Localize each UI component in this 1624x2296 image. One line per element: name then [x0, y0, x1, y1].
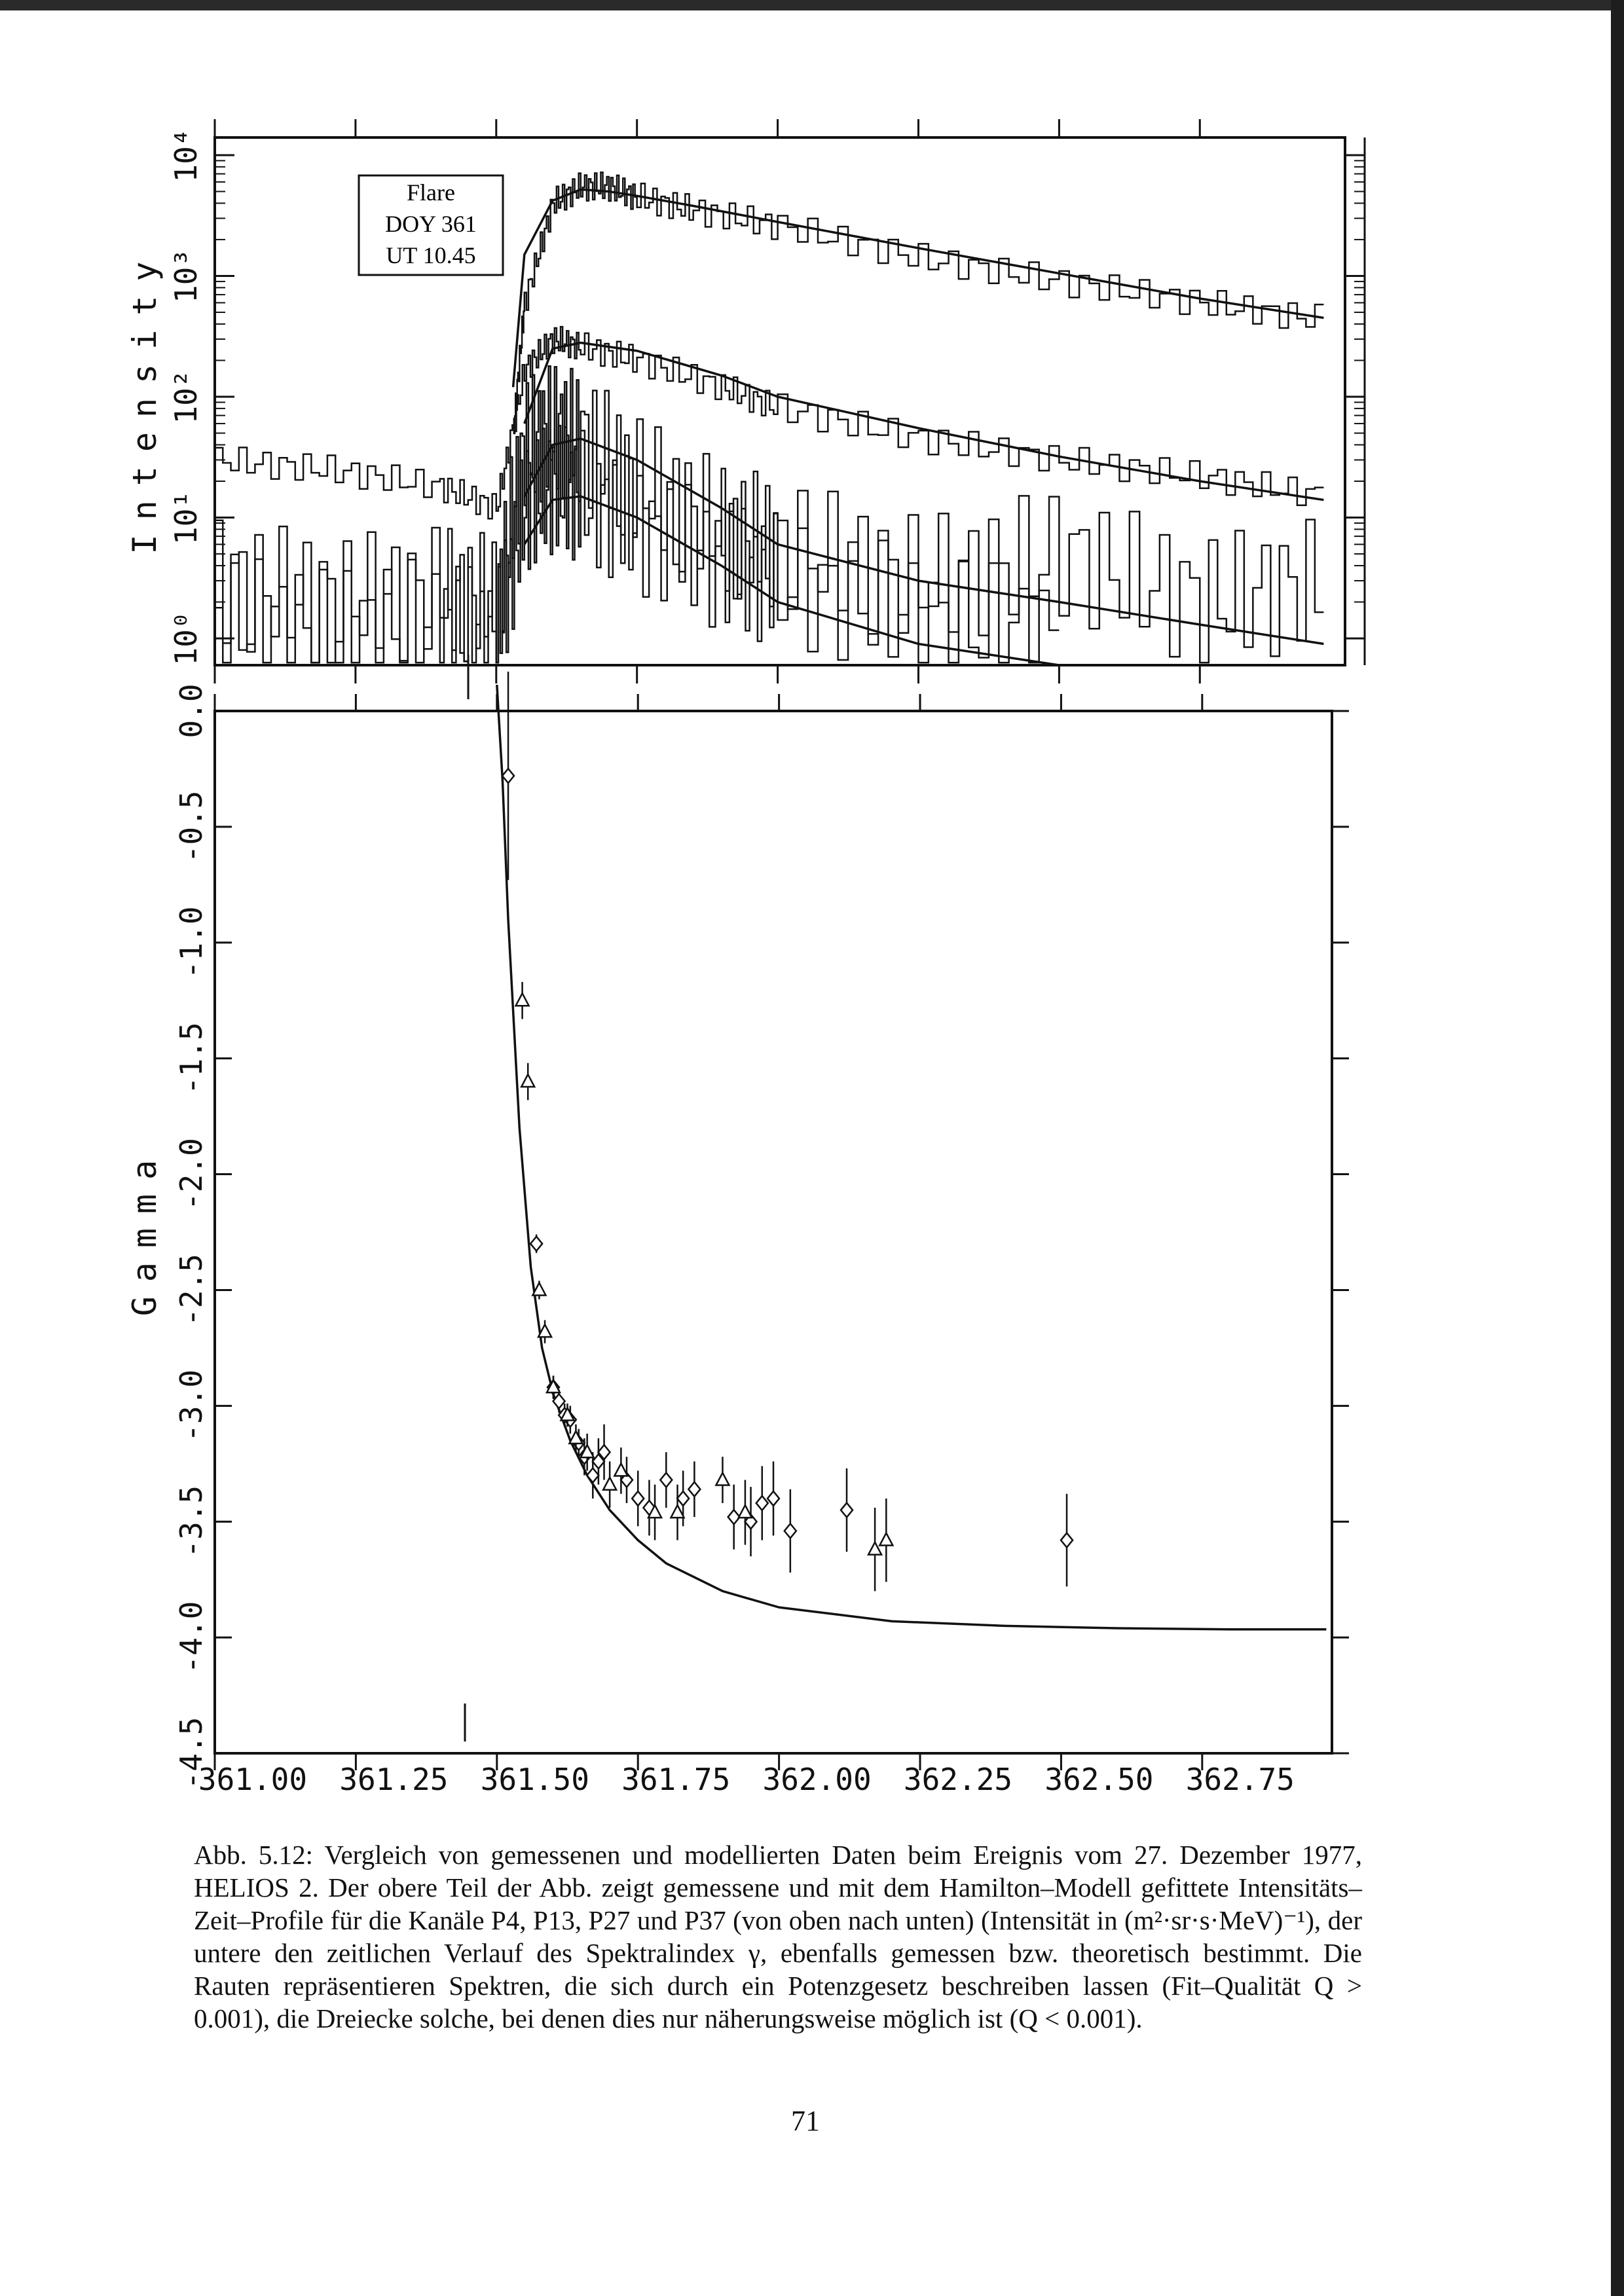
- gamma-x-tick-labels: [198, 1762, 1295, 1797]
- gamma-y-tick-label: -4.0: [174, 1601, 209, 1674]
- gamma-diamond-point: [677, 1491, 689, 1506]
- gamma-y-tick-label: 0.0: [174, 683, 209, 738]
- intensity-y-tick-label: 10⁴: [168, 128, 204, 183]
- gamma-x-tick-label: 361.75: [621, 1762, 731, 1797]
- legend-line-doy: DOY 361: [385, 211, 477, 237]
- intensity-model-P13: [525, 343, 1324, 500]
- gamma-y-tick-label: -1.0: [174, 906, 209, 979]
- gamma-triangle-point: [614, 1463, 627, 1476]
- gamma-diamond-point: [632, 1491, 644, 1506]
- gamma-diamond-point: [660, 1473, 672, 1487]
- caption-text: Vergleich von gemessenen und modellierten Daten beim Ereignis vom 27. Dezember 1977, HELIOS 2. Der obere Teil der Abb. zeigt gemessene und mit dem Hamilton–Modell gefittete Intensitäts–Zeit–Profile für die Kanäle P4, P13, P27 und P37 (von oben nach unten) (Intensität in (m²·sr·s·MeV)⁻¹), der untere den zeitlichen Verlauf des Spektralindex γ, ebenfalls gemessen bzw. theoretisch bestimmt. Die Rauten repräsentieren Spektren, die sich durch ein Potenzgesetz beschreiben lassen (Fit–Qualität Q > 0.001), die Dreiecke solche, bei denen dies nur näherungsweise möglich ist (Q < 0.001).: [194, 1840, 1363, 2033]
- gamma-x-tick-label: 362.50: [1044, 1762, 1154, 1797]
- intensity-model-P27: [525, 439, 1324, 644]
- page-number: 71: [791, 2105, 820, 2137]
- gamma-data-points: [502, 672, 1073, 1591]
- legend-line-ut: UT 10.45: [386, 242, 476, 268]
- gamma-y-tick-label: -3.5: [174, 1485, 209, 1558]
- intensity-y-tick-labels: [168, 128, 204, 665]
- gamma-y-tick-labels: [174, 683, 209, 1789]
- gamma-y-tick-label: -4.5: [174, 1717, 209, 1790]
- gamma-y-tick-label: -0.5: [174, 790, 209, 864]
- gamma-x-tick-label: 361.00: [198, 1762, 308, 1797]
- gamma-diamond-point: [530, 1237, 542, 1251]
- intensity-axis-label: Intensity: [126, 247, 164, 555]
- gamma-x-tick-label: 362.25: [903, 1762, 1013, 1797]
- intensity-y-tick-label: 10¹: [168, 490, 204, 545]
- gamma-triangle-point: [739, 1505, 752, 1518]
- gamma-diamond-point: [688, 1482, 700, 1497]
- gamma-axis-label: Gamma: [126, 1145, 164, 1317]
- gamma-diamond-point: [587, 1468, 599, 1482]
- intensity-y-tick-label: 10³: [168, 248, 204, 304]
- gamma-x-tick-label: 361.25: [339, 1762, 449, 1797]
- intensity-panel: [126, 119, 1365, 683]
- gamma-panel: [126, 655, 1349, 1797]
- gamma-y-tick-label: -2.5: [174, 1254, 209, 1326]
- intensity-measured-P4: [513, 172, 1324, 433]
- gamma-diamond-point: [1061, 1533, 1073, 1548]
- gamma-plot-frame: [215, 711, 1332, 1753]
- gamma-diamond-point: [502, 769, 514, 783]
- figure-caption: [194, 1838, 1362, 2035]
- gamma-triangle-point: [603, 1478, 616, 1490]
- gamma-diamond-point: [728, 1510, 740, 1524]
- gamma-diamond-point: [767, 1491, 779, 1506]
- gamma-diamond-point: [784, 1523, 796, 1538]
- intensity-y-tick-label: 10⁰: [168, 611, 204, 666]
- flare-legend-box: [359, 175, 503, 275]
- intensity-model-P4: [513, 189, 1324, 387]
- gamma-triangle-point: [716, 1473, 729, 1485]
- gamma-triangle-point: [671, 1505, 684, 1518]
- gamma-x-tick-label: 362.75: [1185, 1762, 1295, 1797]
- gamma-y-tick-label: -2.0: [174, 1138, 209, 1211]
- gamma-y-tick-label: -3.0: [174, 1369, 209, 1442]
- gamma-triangle-point: [521, 1074, 534, 1087]
- caption-label: Abb. 5.12:: [194, 1840, 314, 1870]
- intensity-y-tick-label: 10²: [168, 369, 204, 424]
- gamma-y-tick-label: -1.5: [174, 1022, 209, 1095]
- gamma-triangle-point: [516, 993, 529, 1006]
- legend-line-flare: Flare: [407, 179, 455, 206]
- gamma-x-tick-label: 361.50: [480, 1762, 589, 1797]
- gamma-diamond-point: [756, 1496, 768, 1510]
- gamma-diamond-point: [841, 1503, 853, 1518]
- gamma-triangle-point: [879, 1533, 893, 1546]
- gamma-x-tick-label: 362.00: [762, 1762, 872, 1797]
